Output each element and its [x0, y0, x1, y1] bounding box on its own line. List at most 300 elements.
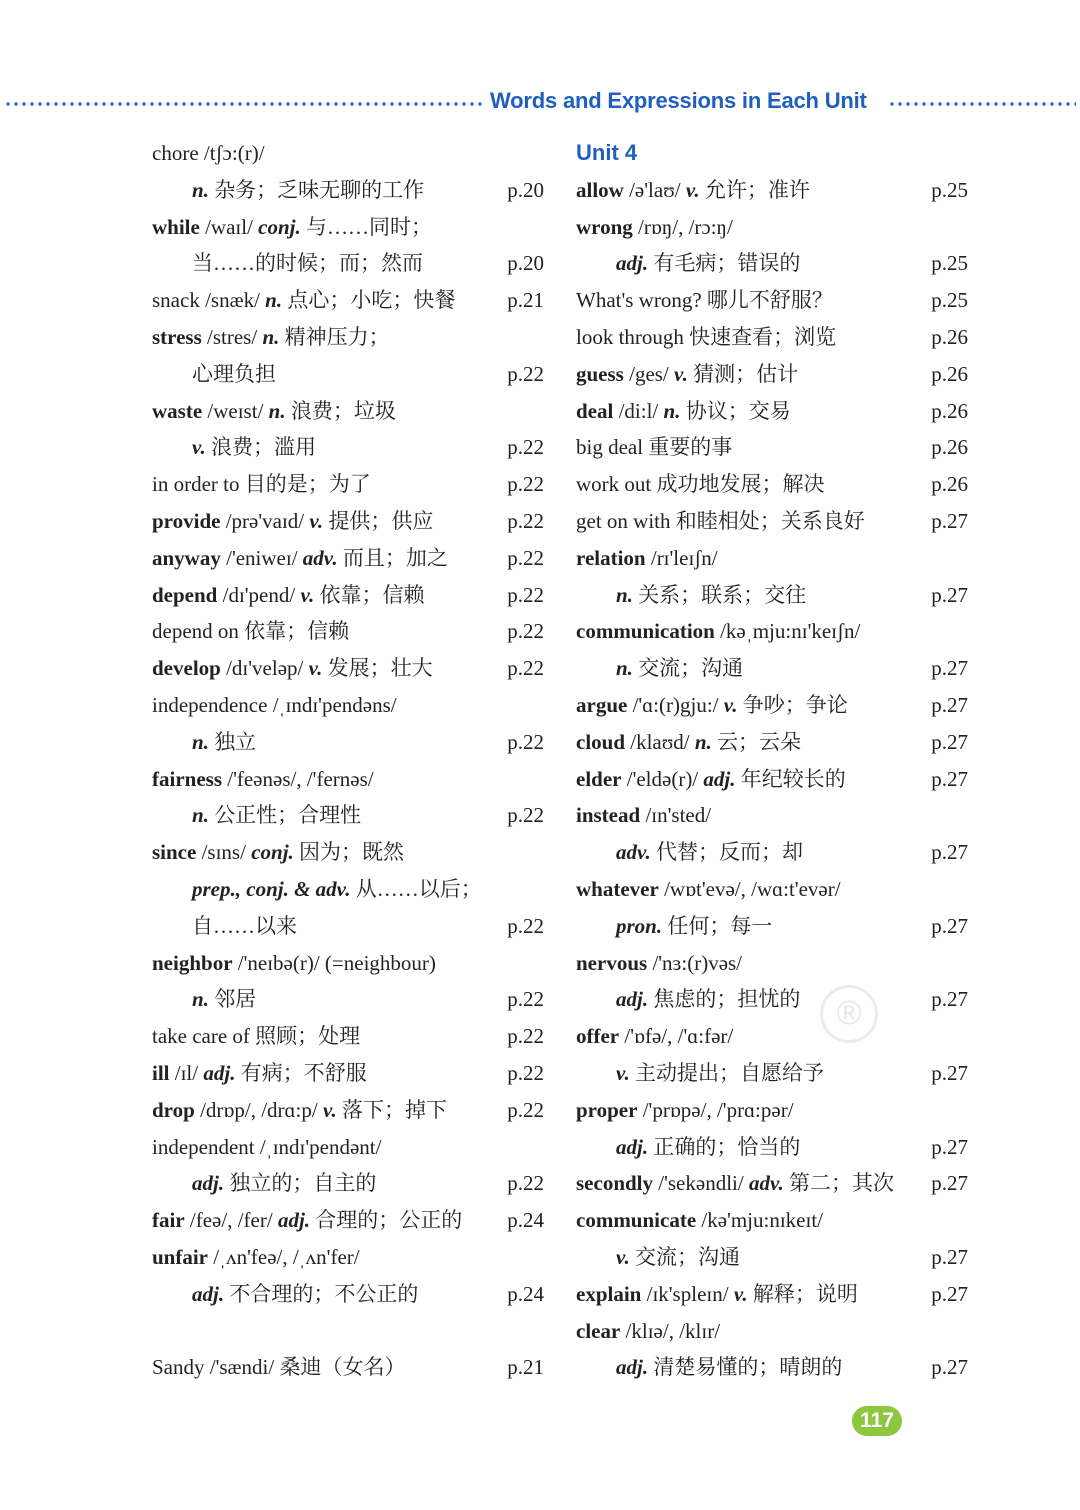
entry-part: /dɪ'pend/ [217, 582, 301, 607]
entry-part: 与……同时； [300, 214, 433, 239]
entry-text [576, 945, 742, 982]
entry-text [576, 466, 825, 503]
vocab-entry [152, 981, 544, 1018]
page-ref: p.27 [931, 987, 968, 1012]
entry-text [576, 613, 860, 650]
headword: secondly [576, 1171, 654, 1196]
entry-part: 云；云朵 [711, 729, 802, 754]
entry-part: in order to 目的是；为了 [152, 472, 371, 497]
entry-part: independent /ˌɪndɪ'pendənt/ [152, 1134, 382, 1159]
vocab-entry [152, 209, 544, 246]
page-ref: p.26 [931, 435, 968, 460]
entry-part: 公正性；合理性 [208, 803, 362, 828]
entry-part: /drɒp/, /drɑ:p/ [194, 1097, 323, 1122]
page-ref: p.22 [507, 435, 544, 460]
entry-text [576, 908, 772, 945]
page-ref: p.26 [931, 398, 968, 423]
entry-part: depend on 依靠；信赖 [152, 619, 350, 644]
vocab-entry [576, 356, 968, 393]
entry-text [576, 245, 800, 282]
part-of-speech: prep., conj. & adv. [192, 876, 351, 901]
entry-part: 主动提出；自愿给予 [629, 1060, 825, 1085]
entry-text [152, 797, 361, 834]
entry-part: 猜测；估计 [687, 361, 799, 386]
vocab-entry [576, 503, 968, 540]
vocab-entry [576, 1092, 968, 1129]
vocab-entry [576, 687, 968, 724]
entry-text [576, 1018, 733, 1055]
headword: since [152, 840, 197, 865]
headword: fairness [152, 766, 222, 791]
page-ref: p.20 [507, 251, 544, 276]
header-title: Words and Expressions in Each Unit [490, 88, 867, 113]
entry-text [152, 172, 424, 209]
vocab-entry [152, 356, 544, 393]
part-of-speech: v. [308, 656, 323, 681]
vocab-entry [576, 1018, 968, 1055]
entry-text [576, 1129, 800, 1166]
vocab-entry [576, 540, 968, 577]
headword: anyway [152, 545, 221, 570]
page-ref: p.22 [507, 1024, 544, 1049]
entry-part: Sandy /'sændi/ 桑迪（女名） [152, 1355, 406, 1380]
entry-part: 合理的；公正的 [310, 1208, 463, 1233]
vocab-entry [576, 1129, 968, 1166]
page-ref: p.22 [507, 656, 544, 681]
entry-text [152, 209, 432, 246]
headword: depend [152, 582, 218, 607]
entry-text [152, 429, 316, 466]
entry-text [152, 466, 371, 503]
entry-text [152, 1239, 360, 1276]
vocab-entry [576, 1202, 968, 1239]
headword: cloud [576, 729, 626, 754]
entry-text [576, 1165, 894, 1202]
page-ref: p.22 [507, 361, 544, 386]
vocab-entry [152, 1239, 544, 1276]
part-of-speech: v. [192, 435, 206, 460]
entry-text [152, 282, 455, 319]
entry-text [152, 1055, 367, 1092]
entry-part: 年纪较长的 [735, 766, 846, 791]
page-ref: p.22 [507, 913, 544, 938]
vocab-entry [576, 834, 968, 871]
entry-part: 浪费；滥用 [205, 435, 317, 460]
vocab-entry [152, 1018, 544, 1055]
header-dots-right [888, 102, 1076, 106]
entry-part: What's wrong? 哪儿不舒服？ [576, 288, 833, 313]
part-of-speech: conj. [258, 214, 301, 239]
entry-part: /'ɒfə/, /'ɑ:fər/ [619, 1024, 734, 1049]
entry-text [152, 356, 276, 393]
entry-text [576, 1202, 823, 1239]
entry-part: /feə/, /fer/ [184, 1208, 278, 1233]
part-of-speech: n. [616, 582, 633, 607]
vocab-entry [576, 577, 968, 614]
page-number-badge: 117 [852, 1406, 902, 1436]
entry-part: /rɪ'leɪʃn/ [645, 545, 718, 570]
vocab-entry [576, 871, 968, 908]
page-ref: p.26 [931, 472, 968, 497]
entry-part: /di:l/ [613, 398, 664, 423]
entry-text [576, 1276, 858, 1313]
vocab-entry [576, 319, 968, 356]
part-of-speech: n. [192, 729, 209, 754]
vocab-entry [576, 613, 968, 650]
page-ref: p.21 [507, 1355, 544, 1380]
part-of-speech: pron. [616, 913, 663, 938]
entry-part: snack /snæk/ [152, 288, 266, 313]
vocab-entry [152, 761, 544, 798]
entry-part: /kəˌmju:nɪ'keɪʃn/ [714, 619, 861, 644]
entry-text [576, 503, 865, 540]
entry-part: /sɪns/ [196, 840, 252, 865]
vocab-entry [152, 319, 544, 356]
vocab-entry [576, 724, 968, 761]
part-of-speech: adj. [616, 251, 649, 276]
headword: stress [152, 324, 202, 349]
part-of-speech: n. [694, 729, 712, 754]
entry-part: /prə'vaɪd/ [220, 508, 310, 533]
part-of-speech: adj. [192, 1281, 225, 1306]
entry-text [576, 282, 833, 319]
header-dots-left [4, 102, 486, 106]
page-ref: p.22 [507, 987, 544, 1012]
entry-part: /kə'mju:nɪkeɪt/ [696, 1208, 823, 1233]
headword: develop [152, 656, 221, 681]
entry-part: 杂务；乏味无聊的工作 [208, 177, 425, 202]
part-of-speech: n. [265, 288, 283, 313]
page-ref: p.20 [507, 177, 544, 202]
vocab-entry [152, 650, 544, 687]
page-ref: p.21 [507, 288, 544, 313]
entry-part: 精神压力； [279, 324, 390, 349]
page-ref: p.27 [931, 1355, 968, 1380]
part-of-speech: conj. [251, 840, 294, 865]
entry-text [576, 1055, 824, 1092]
entry-part: 不合理的；不公正的 [224, 1281, 419, 1306]
entry-part: 发展；壮大 [322, 656, 433, 681]
entry-text [576, 356, 798, 393]
entry-part: independence /ˌɪndɪ'pendəns/ [152, 692, 397, 717]
page-ref: p.22 [507, 472, 544, 497]
entry-text [152, 613, 349, 650]
entry-part: /'neɪbə(r)/ (=neighbour) [232, 950, 436, 975]
page-ref: p.26 [931, 324, 968, 349]
part-of-speech: v. [723, 692, 738, 717]
vocab-entry [576, 908, 968, 945]
entry-part: 有病；不舒服 [235, 1060, 367, 1085]
right-column [576, 135, 968, 1386]
page-ref: p.24 [507, 1281, 544, 1306]
entry-part: /'feənəs/, /'fernəs/ [222, 766, 374, 791]
headword: provide [152, 508, 221, 533]
entry-text [152, 945, 436, 982]
entry-part: 心理负担 [192, 361, 276, 386]
vocab-entry [152, 834, 544, 871]
page-ref: p.27 [931, 692, 968, 717]
vocab-entry [576, 429, 968, 466]
page-ref: p.22 [507, 803, 544, 828]
vocab-entry [152, 245, 544, 282]
entry-text [152, 540, 448, 577]
vocab-entry [152, 797, 544, 834]
entry-text [152, 834, 404, 871]
vocab-entry [576, 209, 968, 246]
page-ref: p.27 [931, 1134, 968, 1159]
page-ref: p.22 [507, 1060, 544, 1085]
page-ref: p.27 [931, 508, 968, 533]
page-ref: p.22 [507, 545, 544, 570]
entry-part: /ɪl/ [169, 1060, 204, 1085]
entry-text [576, 1092, 794, 1129]
entry-part: /ɪn'sted/ [640, 803, 712, 828]
headword: unfair [152, 1244, 209, 1269]
entry-part: /wɒt'evə/, /wɑ:t'evər/ [658, 876, 841, 901]
entry-part: 有毛病；错误的 [648, 251, 801, 276]
vocab-entry [152, 172, 544, 209]
page-ref: p.27 [931, 656, 968, 681]
vocab-entry [152, 466, 544, 503]
entry-part: 当……的时候；而；然而 [192, 251, 423, 276]
entry-part: 允许；准许 [699, 177, 810, 202]
entry-part: 代替；反而；却 [650, 840, 804, 865]
entry-text [576, 393, 791, 430]
entry-part: 点心；小吃；快餐 [282, 288, 456, 313]
vocab-entry [576, 282, 968, 319]
entry-part: look through 快速查看；浏览 [576, 324, 837, 349]
entry-text [152, 135, 265, 172]
vocab-entry [152, 1276, 544, 1313]
vocab-entry [576, 1239, 968, 1276]
part-of-speech: adj. [616, 1355, 649, 1380]
entry-part: 正确的；恰当的 [648, 1134, 801, 1159]
part-of-speech: n. [268, 398, 286, 423]
entry-part: 邻居 [208, 987, 257, 1012]
entry-part: /'nɜ:(r)vəs/ [647, 950, 743, 975]
part-of-speech: n. [616, 656, 633, 681]
part-of-speech: adj. [616, 987, 649, 1012]
entry-part: chore [152, 141, 204, 165]
entry-part: 落下；掉下 [336, 1097, 447, 1122]
entry-part: 关系；联系；交往 [632, 582, 807, 607]
part-of-speech: v. [616, 1244, 630, 1269]
entry-part: 任何；每一 [662, 913, 773, 938]
entry-text [152, 687, 397, 724]
part-of-speech: v. [674, 361, 688, 386]
headword: deal [576, 398, 614, 423]
entry-text [152, 1165, 376, 1202]
page-ref: p.25 [931, 251, 968, 276]
part-of-speech: adv. [616, 840, 651, 865]
entry-text [152, 1276, 418, 1313]
vocab-entry [576, 393, 968, 430]
vocab-entry [576, 245, 968, 282]
entry-part: /ɪk'spleɪn/ [641, 1281, 734, 1306]
entry-part: /'sekəndli/ [653, 1171, 749, 1196]
vocab-entry [152, 687, 544, 724]
headword: relation [576, 545, 646, 570]
page-ref: p.22 [507, 1097, 544, 1122]
unit-heading [576, 135, 968, 172]
vocab-entry [152, 1349, 544, 1386]
vocab-entry [152, 1055, 544, 1092]
entry-part: /'ɑ:(r)gju:/ [627, 692, 724, 717]
registered-watermark-icon: ® [820, 985, 878, 1043]
entry-part: work out 成功地发展；解决 [576, 472, 825, 497]
page-ref: p.22 [507, 1171, 544, 1196]
vocab-entry [152, 871, 544, 908]
entry-part: 自……以来 [192, 913, 297, 938]
entry-text [152, 871, 482, 908]
headword: wrong [576, 214, 633, 239]
headword: nervous [576, 950, 648, 975]
page-ref: p.27 [931, 1171, 968, 1196]
unit-heading-text: Unit 4 [576, 140, 638, 165]
part-of-speech: v. [300, 582, 315, 607]
entry-text [152, 761, 374, 798]
entry-part: 提供；供应 [323, 508, 434, 533]
entry-part: 争吵；争论 [737, 692, 848, 717]
entry-part: /waɪl/ [199, 214, 259, 239]
headword: explain [576, 1281, 642, 1306]
entry-text [152, 393, 396, 430]
page-header [0, 86, 1080, 120]
entry-text [576, 172, 810, 209]
entry-part: /tʃɔ:(r)/ [203, 141, 265, 165]
entry-part: /klaʊd/ [625, 729, 695, 754]
vocab-entry [152, 724, 544, 761]
vocab-entry [576, 797, 968, 834]
entry-part: /ə'laʊ/ [623, 177, 686, 202]
part-of-speech: n. [192, 177, 209, 202]
entry-text [152, 503, 433, 540]
entry-part: /stres/ [201, 324, 263, 349]
vocab-entry [152, 1165, 544, 1202]
headword: proper [576, 1097, 638, 1122]
left-column [152, 135, 544, 1386]
entry-text [576, 761, 846, 798]
entry-text [152, 1018, 360, 1055]
part-of-speech: adj. [192, 1171, 225, 1196]
part-of-speech: n. [663, 398, 681, 423]
headword: drop [152, 1097, 195, 1122]
part-of-speech: adj. [703, 766, 736, 791]
entry-part: 焦虑的；担忧的 [648, 987, 801, 1012]
page-ref: p.22 [507, 508, 544, 533]
part-of-speech: v. [733, 1281, 748, 1306]
entry-text [152, 724, 256, 761]
entry-text [152, 245, 423, 282]
vocab-entry [576, 1055, 968, 1092]
vocab-entry [576, 466, 968, 503]
headword: instead [576, 803, 641, 828]
headword: neighbor [152, 950, 233, 975]
headword: elder [576, 766, 622, 791]
page-ref: p.27 [931, 729, 968, 754]
entry-part: /dɪ'veləp/ [220, 656, 309, 681]
entry-text [576, 650, 743, 687]
entry-text [576, 209, 733, 246]
part-of-speech: v. [685, 177, 700, 202]
entry-text [152, 1202, 462, 1239]
entry-part: /rɒŋ/, /rɔ:ŋ/ [632, 214, 733, 239]
vocab-entry [152, 577, 544, 614]
page-ref: p.22 [507, 582, 544, 607]
entry-part: big deal 重要的事 [576, 435, 733, 460]
headword: guess [576, 361, 624, 386]
headword: whatever [576, 876, 659, 901]
entry-text [576, 724, 801, 761]
part-of-speech: adv. [302, 545, 338, 570]
entry-text [576, 687, 848, 724]
part-of-speech: n. [192, 987, 209, 1012]
headword: allow [576, 177, 624, 202]
vocab-entry [152, 1202, 544, 1239]
entry-text [576, 1239, 740, 1276]
entry-part: 交流；沟通 [629, 1244, 741, 1269]
entry-text [152, 577, 425, 614]
vocab-entry [576, 1276, 968, 1313]
vocab-entry [576, 761, 968, 798]
vocab-entry [576, 172, 968, 209]
headword: communication [576, 619, 715, 644]
page-ref: p.25 [931, 288, 968, 313]
part-of-speech: v. [309, 508, 324, 533]
page-ref: p.27 [931, 1244, 968, 1269]
page-ref: p.25 [931, 177, 968, 202]
vocab-entry [152, 908, 544, 945]
part-of-speech: adj. [616, 1134, 649, 1159]
vocab-entry [576, 1313, 968, 1350]
entry-text [576, 1313, 720, 1350]
entry-text [152, 1092, 447, 1129]
entry-text [576, 871, 841, 908]
page-ref: p.27 [931, 766, 968, 791]
entry-text [576, 429, 732, 466]
entry-text [152, 319, 390, 356]
page-ref: p.27 [931, 1060, 968, 1085]
headword: waste [152, 398, 203, 423]
entry-text [576, 319, 836, 356]
part-of-speech: n. [262, 324, 280, 349]
headword: argue [576, 692, 628, 717]
headword: communicate [576, 1208, 697, 1233]
vocab-entry [152, 1092, 544, 1129]
vocab-entry [576, 1349, 968, 1386]
entry-part: /'prɒpə/, /'prɑ:pər/ [637, 1097, 794, 1122]
entry-part: 清楚易懂的；晴朗的 [648, 1355, 843, 1380]
entry-part: 解释；说明 [747, 1281, 858, 1306]
entry-part: 从……以后； [350, 876, 482, 901]
part-of-speech: adj. [277, 1208, 311, 1233]
page-ref: p.27 [931, 840, 968, 865]
part-of-speech: v. [616, 1060, 630, 1085]
page-ref: p.27 [931, 913, 968, 938]
vocab-entry [152, 135, 544, 172]
vocab-entry [152, 393, 544, 430]
entry-part: 依靠；信赖 [314, 582, 425, 607]
entry-part: /'eldə(r)/ [621, 766, 704, 791]
entry-part: /klɪə/, /klɪr/ [620, 1318, 721, 1343]
entry-part: 浪费；垃圾 [285, 398, 396, 423]
entry-text [576, 1349, 842, 1386]
entry-text [152, 650, 433, 687]
entry-part: 交流；沟通 [632, 656, 744, 681]
entry-part: 独立 [208, 729, 257, 754]
vocab-entry [576, 945, 968, 982]
page-ref: p.22 [507, 729, 544, 754]
